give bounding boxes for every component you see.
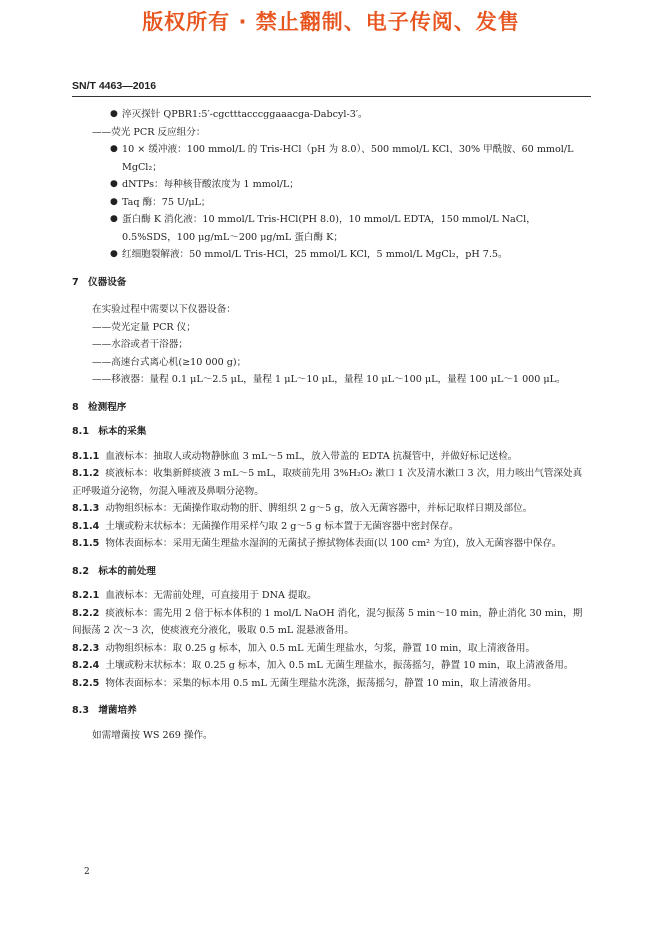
clause-8-2-2 (72, 605, 590, 640)
equipment-item: ——荧光定量 PCR 仪； (92, 321, 196, 333)
standard-code: SN/T 4463—2016 (72, 80, 157, 92)
watermark-banner: 版权所有 · 禁止翻制、电子传阅、发售 (142, 10, 520, 34)
section-8-1-heading (72, 423, 590, 441)
bullet-item (72, 176, 590, 194)
section-number: 8.2 (72, 565, 89, 577)
header-rule (72, 96, 591, 97)
clause-8-2-5 (72, 675, 590, 693)
section-number: 8.1 (72, 426, 89, 437)
bullet-icon: ● (110, 109, 118, 119)
bullet-icon: ● (110, 196, 118, 207)
clause-text: 物体表面标本：采用无菌生理盐水湿润的无菌拭子擦拭物体表面(以 100 cm² 为宜)，放入无菌容器中保存。 (105, 538, 562, 549)
clause-number: 8.1.4 (72, 520, 100, 532)
section-8-heading (72, 399, 590, 417)
equipment-item: ——移液器：量程 0.1 μL～2.5 μL，量程 1 μL～10 μL，量程 10 μL～100 μL，量程 100 μL～1 000 μL。 (92, 374, 566, 385)
bullet-item (72, 246, 590, 264)
section-title: 增菌培养 (98, 705, 137, 716)
equipment-item: ——高速台式离心机(≥10 000 g)； (92, 356, 247, 368)
clause-8-2-4 (72, 657, 590, 675)
clause-8-2-1 (72, 587, 590, 605)
section-number: 8 (72, 401, 79, 413)
clause-number: 8.2.3 (72, 642, 100, 654)
bullet-item (72, 194, 590, 212)
section-8-3-heading (72, 702, 590, 720)
clause-text: 痰液标本：收集新鲜痰液 3 mL～5 mL，取痰前先用 3%H₂O₂ 漱口 1 次及清水漱口 3 次，用力咳出气管深处真正呼吸道分泌物，勿混入唾液及鼻咽分泌物。 (72, 468, 583, 497)
clause-number: 8.1.1 (72, 450, 100, 462)
clause-number: 8.2.5 (72, 677, 100, 689)
lysis-text: 红细胞裂解液：50 mmol/L Tris-HCl，25 mmol/L KCl，5 mmol/L MgCl₂，pH 7.5。 (122, 249, 508, 260)
clause-8-1-5 (72, 535, 590, 553)
document-body (72, 106, 590, 744)
bullet-item (72, 211, 590, 246)
clause-number: 8.2.2 (72, 607, 100, 619)
page-number: 2 (84, 867, 90, 877)
dntps-text: dNTPs：每种核苷酸浓度为 1 mmol/L； (122, 179, 299, 190)
clause-8-1-2 (72, 465, 590, 500)
bullet-item (72, 106, 590, 124)
clause-text: 血液标本：抽取人或动物静脉血 3 mL～5 mL，放入带盖的 EDTA 抗凝管中，并做好标记送检。 (105, 450, 518, 462)
clause-text: 土壤或粉末状标本：取 0.25 g 标本，加入 0.5 mL 无菌生理盐水，振荡摇匀，静置 10 min，取上清液备用。 (105, 660, 574, 671)
bullet-icon: ● (110, 179, 118, 189)
clause-text: 痰液标本：需先用 2 倍于标本体积的 1 mol/L NaOH 消化，混匀振荡 5 min～10 min，静止消化 30 min，期间振荡 2 次～3 次，使痰液充分液化，吸取 0.5 mL 混悬液备用。 (72, 607, 583, 636)
section-7-heading (72, 274, 590, 292)
clause-8-1-3 (72, 500, 590, 518)
bullet-icon: ● (110, 144, 118, 154)
proteinase-text: 蛋白酶 K 消化液：10 mmol/L Tris-HCl(PH 8.0)，10 mmol/L EDTA，150 mmol/L NaCl，0.5%SDS，100 μg/mL～200 μg/mL 蛋白酶 K； (122, 214, 536, 243)
section-title: 标本的采集 (98, 426, 147, 437)
buffer-text: 10 × 缓冲液：100 mmol/L 的 Tris-HCl（pH 为 8.0）、500 mmol/L KCl、30% 甲酰胺、60 mmol/L MgCl₂； (122, 144, 574, 173)
clause-number: 8.1.3 (72, 503, 100, 514)
section-8-3-text: 如需增菌按 WS 269 操作。 (92, 729, 213, 741)
clause-number: 8.2.4 (72, 660, 100, 671)
taq-text: Taq 酶：75 U/μL； (122, 196, 211, 208)
clause-number: 8.1.5 (72, 538, 100, 549)
clause-text: 血液标本：无需前处理，可直接用于 DNA 提取。 (105, 590, 317, 601)
section-title: 标本的前处理 (98, 565, 156, 577)
clause-text: 动物组织标本：无菌操作取动物的肝、脾组织 2 g～5 g，放入无菌容器中，并标记取样日期及部位。 (105, 503, 533, 514)
bullet-icon: ● (110, 214, 118, 224)
bullet-icon: ● (110, 249, 118, 259)
equipment-item: ——水浴或者干浴器； (92, 339, 188, 350)
clause-8-1-1 (72, 448, 590, 466)
clause-number: 8.1.2 (72, 468, 100, 479)
clause-text: 动物组织标本：取 0.25 g 标本，加入 0.5 mL 无菌生理盐水，匀浆，静置 10 min，取上清液备用。 (105, 642, 536, 654)
probe-text: 淬灭探针 QPBR1:5′-cgctttacccggaaacga-Dabcyl-3′。 (122, 109, 368, 120)
section-number: 8.3 (72, 705, 89, 716)
clause-8-2-3 (72, 640, 590, 658)
section-title: 检测程序 (88, 401, 127, 413)
bullet-item (72, 141, 590, 176)
section-title: 仪器设备 (88, 276, 127, 288)
clause-text: 土壤或粉末状标本：无菌操作用采样勺取 2 g～5 g 标本置于无菌容器中密封保存。 (105, 520, 459, 532)
section-7-intro: 在实验过程中需要以下仪器设备： (92, 304, 236, 315)
clause-8-1-4 (72, 518, 590, 536)
clause-text: 物体表面标本：采集的标本用 0.5 mL 无菌生理盐水洗涤，振荡摇匀，静置 10 min，取上清液备用。 (105, 677, 537, 689)
pcr-components-title: ——荧光 PCR 反应组分： (92, 126, 206, 138)
clause-number: 8.2.1 (72, 590, 100, 601)
section-number: 7 (72, 276, 79, 288)
section-8-2-heading (72, 563, 590, 581)
